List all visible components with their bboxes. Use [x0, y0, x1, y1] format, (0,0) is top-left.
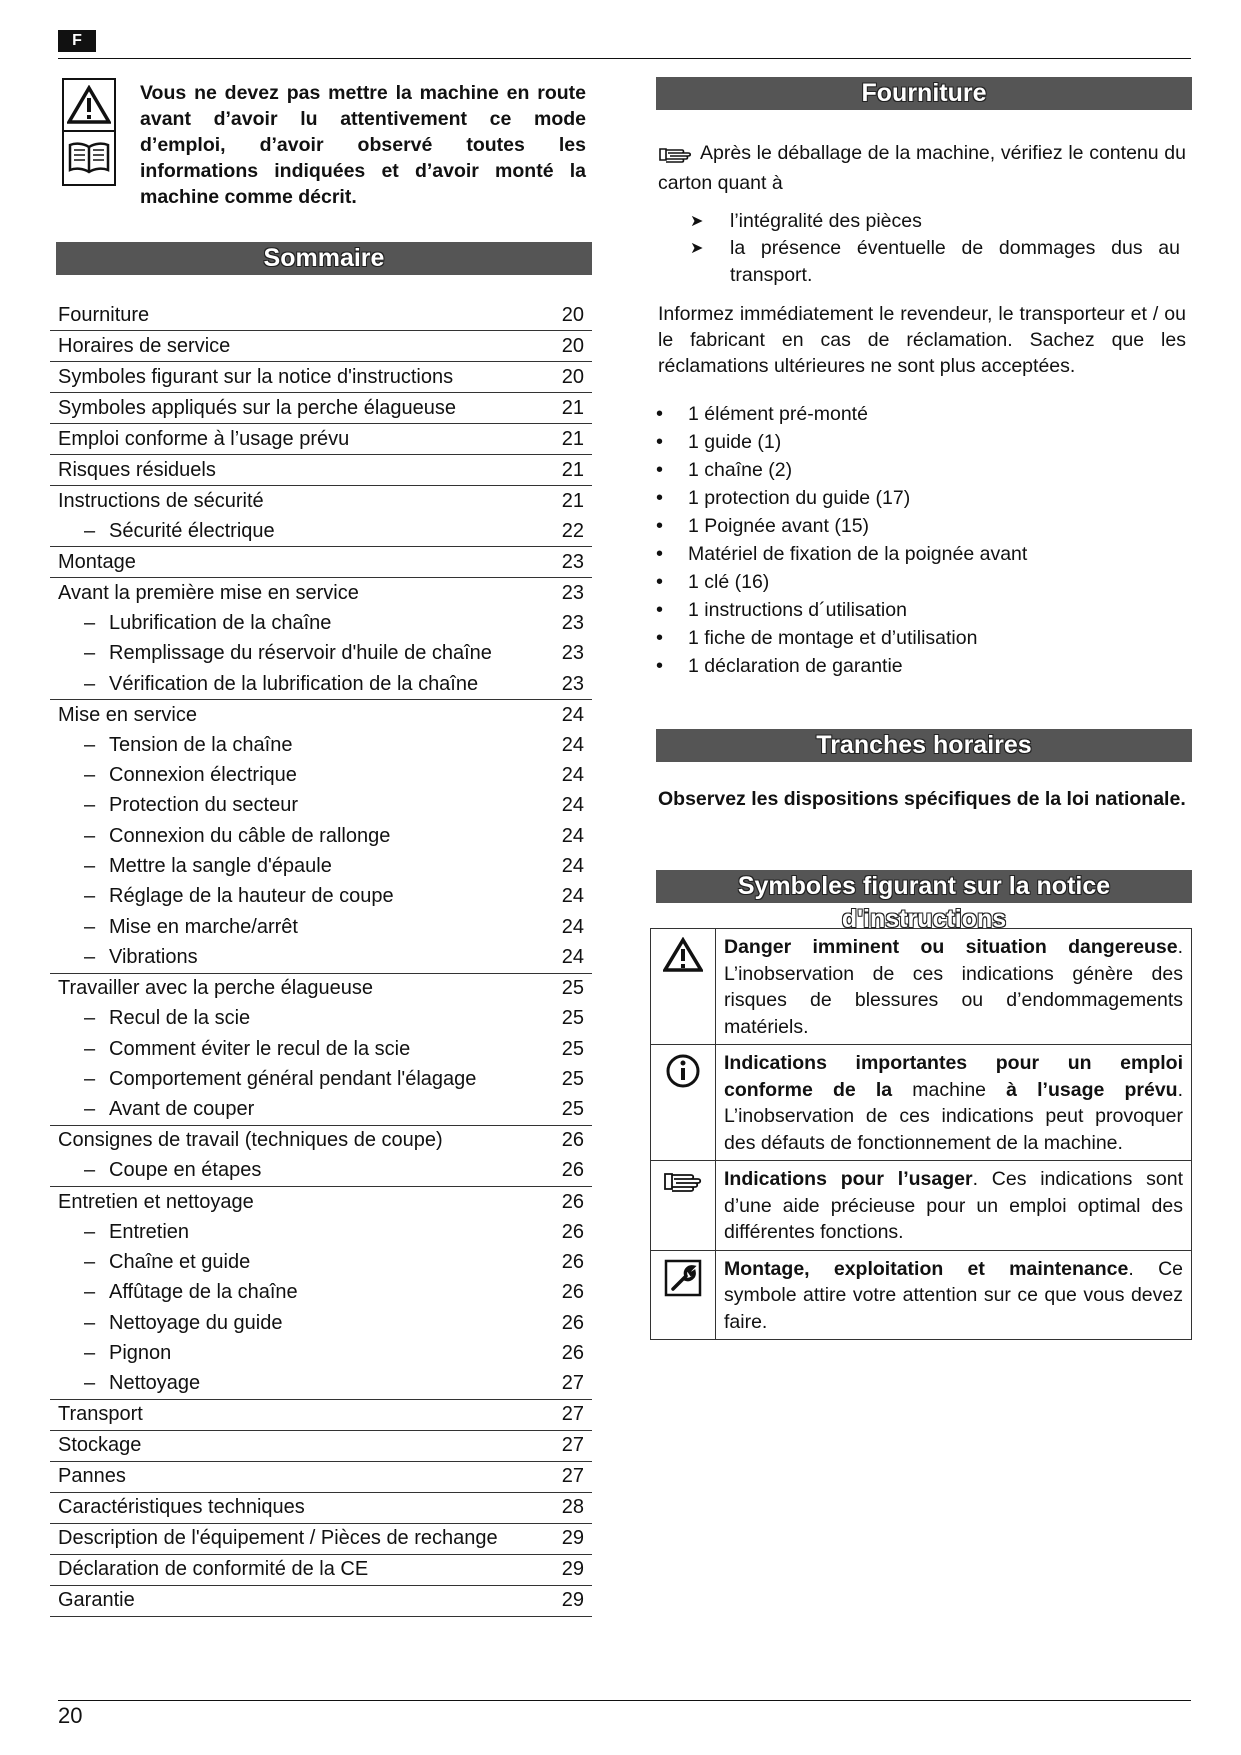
toc-entry-page: 25	[561, 1037, 584, 1060]
language-badge: F	[58, 30, 96, 52]
toc-entry-label	[58, 1496, 305, 1519]
toc-entry-text: Recul de la scie	[109, 1007, 251, 1030]
symbol-icon-cell	[651, 1161, 716, 1251]
check-item	[690, 235, 1180, 289]
toc-entry-text: Nettoyage du guide	[109, 1311, 283, 1334]
toc-group	[50, 455, 592, 486]
dash-marker: –	[84, 1341, 96, 1364]
toc-entry-page: 21	[561, 396, 584, 419]
wrench-icon	[664, 1284, 702, 1301]
toc-entry-label	[58, 764, 297, 787]
dash-marker: –	[84, 945, 96, 968]
toc-group	[50, 393, 592, 424]
toc-group	[50, 300, 592, 331]
toc-entry	[50, 1555, 592, 1585]
bullet-icon: •	[656, 487, 664, 509]
list-item-text: 1 clé (16)	[688, 571, 770, 593]
toc-entry-page: 23	[561, 581, 584, 604]
toc-entry	[50, 424, 592, 454]
toc-subentry	[50, 730, 592, 760]
warning-text: Vous ne devez pas mettre la machine en route avant d’avoir lu attentivement ce mode d’emploi, d’avoir observé toutes les informations indiquées et d’avoir monté la machine comme décrit.	[140, 82, 586, 208]
toc-entry-page: 24	[561, 855, 584, 878]
toc-entry-text: Instructions de sécurité	[58, 489, 264, 512]
toc-subentry	[50, 1278, 592, 1308]
toc-entry	[50, 578, 592, 608]
toc-entry	[50, 362, 592, 392]
toc-entry-text: Réglage de la hauteur de coupe	[109, 885, 394, 908]
toc-entry-page: 27	[561, 1434, 584, 1457]
fourniture-intro	[658, 140, 1186, 196]
toc-entry-text: Description de l'équipement / Pièces de rechange	[58, 1527, 498, 1550]
toc-entry-text: Risques résiduels	[58, 458, 216, 481]
toc-entry-text: Mettre la sangle d'épaule	[109, 855, 332, 878]
bullet-icon: •	[656, 515, 664, 537]
toc-entry	[50, 393, 592, 423]
toc-group	[50, 1462, 592, 1493]
toc-entry-text: Montage	[58, 550, 136, 573]
toc-entry	[50, 300, 592, 330]
toc-entry-label	[58, 794, 298, 817]
toc-entry-text: Vérification de la lubrification de la chaîne	[109, 672, 479, 695]
fourniture-intro-text: Après le déballage de la machine, vérifiez le contenu du carton quant à	[658, 142, 1186, 194]
toc-entry-label	[58, 642, 492, 665]
symbol-icon-cell	[651, 929, 716, 1045]
dash-marker: –	[84, 1037, 96, 1060]
toc-entry	[50, 1493, 592, 1523]
list-item	[656, 652, 1027, 680]
symbol-row	[651, 1250, 1192, 1340]
arrow-bullet-icon: ➤	[690, 240, 704, 257]
dash-marker: –	[84, 733, 96, 756]
bullet-icon: •	[656, 627, 664, 649]
toc-entry-page: 27	[561, 1403, 584, 1426]
toc-subentry	[50, 1369, 592, 1399]
toc-subentry	[50, 882, 592, 912]
toc-entry-page: 20	[561, 334, 584, 357]
toc-subentry	[50, 516, 592, 546]
toc-subentry	[50, 639, 592, 669]
toc-entry-label	[58, 673, 478, 696]
arrow-bullet-icon: ➤	[690, 213, 704, 230]
toc-group	[50, 1400, 592, 1431]
toc-entry-page: 25	[561, 977, 584, 1000]
toc-entry-label	[58, 397, 456, 420]
toc-entry-label	[58, 1129, 443, 1152]
toc-entry-text: Comment éviter le recul de la scie	[109, 1037, 411, 1060]
list-item-text: 1 Poignée avant (15)	[688, 515, 870, 537]
list-item-text: 1 guide (1)	[688, 431, 782, 453]
toc-entry-label	[58, 520, 275, 543]
toc-subentry	[50, 1064, 592, 1094]
warning-icon-stack	[62, 78, 116, 186]
toc-entry-page: 28	[561, 1496, 584, 1519]
list-item-text: 1 élément pré-monté	[688, 403, 868, 425]
toc-entry-label	[58, 612, 331, 635]
toc-entry-label	[58, 825, 390, 848]
dash-marker: –	[84, 855, 96, 878]
toc-entry-page: 24	[561, 794, 584, 817]
toc-entry-label	[58, 304, 149, 327]
toc-entry-label	[58, 855, 332, 878]
toc-entry-page: 20	[561, 365, 584, 388]
symbol-row	[651, 1161, 1192, 1251]
toc-entry-page: 23	[561, 611, 584, 634]
list-item	[656, 540, 1027, 568]
toc-entry	[50, 455, 592, 485]
toc-entry-label	[58, 1098, 254, 1121]
pointing-hand-icon	[658, 144, 692, 170]
toc-entry	[50, 1524, 592, 1554]
toc-entry-page: 29	[561, 1527, 584, 1550]
footer-rule	[58, 1700, 1191, 1701]
toc-entry-text: Lubrification de la chaîne	[109, 611, 332, 634]
toc-subentry	[50, 1094, 592, 1124]
toc-entry-label	[58, 1068, 476, 1091]
toc-entry-label	[58, 977, 373, 1000]
check-item-text: la présence éventuelle de dommages dus au transport.	[730, 237, 1180, 286]
toc-entry-page: 24	[561, 733, 584, 756]
list-item	[656, 428, 1027, 456]
symbol-text: . L’inobservation de ces indications génère des risques de blessures ou d’endommagements matériels.	[724, 936, 1183, 1038]
symbol-mid-text: machine	[892, 1078, 1007, 1101]
symbol-row	[651, 1045, 1192, 1161]
toc-entry-page: 29	[561, 1558, 584, 1581]
toc-entry-text: Garantie	[58, 1589, 135, 1612]
dash-marker: –	[84, 1220, 96, 1243]
toc-entry	[50, 1462, 592, 1492]
toc-entry-page: 23	[561, 642, 584, 665]
toc-entry-label	[58, 1403, 143, 1426]
toc-subentry	[50, 1034, 592, 1064]
check-item	[690, 208, 1180, 235]
toc-entry-text: Horaires de service	[58, 334, 231, 357]
toc-entry-text: Fourniture	[58, 303, 150, 326]
symbol-description	[716, 1045, 1192, 1161]
toc-entry-page: 20	[561, 303, 584, 326]
symbol-icon-cell	[651, 1250, 716, 1340]
toc-entry-text: Emploi conforme à l’usage prévu	[58, 427, 350, 450]
list-item	[656, 400, 1027, 428]
toc-subentry	[50, 1338, 592, 1368]
toc-entry-text: Affûtage de la chaîne	[109, 1281, 298, 1304]
symbol-row	[651, 929, 1192, 1045]
toc-entry-label	[58, 734, 292, 757]
toc-entry-label	[58, 885, 394, 908]
toc-entry-page: 21	[561, 458, 584, 481]
toc-entry-page: 24	[561, 824, 584, 847]
toc-entry-text: Symboles figurant sur la notice d'instructions	[58, 365, 454, 388]
toc-group	[50, 1493, 592, 1524]
toc-entry-text: Entretien	[109, 1220, 190, 1243]
toc-entry-text: Travailler avec la perche élagueuse	[58, 977, 373, 1000]
toc-entry-page: 24	[561, 885, 584, 908]
list-item	[656, 512, 1027, 540]
dash-marker: –	[84, 1311, 96, 1334]
list-item	[656, 568, 1027, 596]
symboles-heading: Symboles figurant sur la notice d'instructions	[656, 870, 1192, 903]
toc-entry-page: 26	[561, 1341, 584, 1364]
symbol-icon-cell	[651, 1045, 716, 1161]
symbol-description	[716, 929, 1192, 1045]
tranches-text: Observez les dispositions spécifiques de la loi nationale.	[658, 788, 1186, 810]
bullet-icon: •	[656, 655, 664, 677]
toc-entry-page: 25	[561, 1007, 584, 1030]
toc-group	[50, 547, 592, 578]
toc-entry-label	[58, 946, 198, 969]
toc-entry-page: 22	[561, 519, 584, 542]
toc-subentry	[50, 791, 592, 821]
toc-subentry	[50, 1308, 592, 1338]
toc-entry-page: 26	[561, 1220, 584, 1243]
toc-entry-text: Stockage	[58, 1434, 142, 1457]
toc-entry-label	[58, 1558, 368, 1581]
toc-entry-label	[58, 335, 230, 358]
symbol-text: . Ces indications sont d’une aide précieuse pour un emploi optimal des différentes fonctions.	[724, 1168, 1183, 1243]
toc-entry-text: Mise en marche/arrêt	[109, 915, 298, 938]
toc-entry-page: 21	[561, 489, 584, 512]
toc-entry-text: Sécurité électrique	[109, 519, 275, 542]
dash-marker: –	[84, 519, 96, 542]
toc-subentry	[50, 942, 592, 972]
bullet-icon: •	[656, 543, 664, 565]
toc-subentry	[50, 608, 592, 638]
toc-entry-page: 24	[561, 703, 584, 726]
list-item-text: 1 instructions d´utilisation	[688, 599, 907, 621]
toc-entry-text: Pannes	[58, 1465, 126, 1488]
toc-entry-label	[58, 1465, 126, 1488]
toc-entry-label	[58, 1434, 141, 1457]
dash-marker: –	[84, 824, 96, 847]
dash-marker: –	[84, 1372, 96, 1395]
toc-entry-label	[58, 459, 216, 482]
toc-entry-text: Symboles appliqués sur la perche élagueuse	[58, 396, 457, 419]
toc-entry-text: Nettoyage	[109, 1372, 201, 1395]
symbol-text: . L’inobservation de ces indications peut provoquer des défauts de fonctionnement de la machine.	[724, 1078, 1184, 1154]
toc-entry-text: Vibrations	[109, 945, 198, 968]
toc-group	[50, 974, 592, 1126]
dash-marker: –	[84, 1159, 96, 1182]
toc-entry-text: Entretien et nettoyage	[58, 1190, 254, 1213]
toc-entry-label	[58, 1342, 171, 1365]
pointing-hand-icon	[663, 1180, 703, 1197]
symbol-title: Danger imminent ou situation dangereuse	[724, 936, 1178, 958]
list-item	[656, 596, 1027, 624]
toc-entry-page: 21	[561, 427, 584, 450]
dash-marker: –	[84, 672, 96, 695]
toc-subentry	[50, 669, 592, 699]
toc-entry-page: 26	[561, 1129, 584, 1152]
symbol-description	[716, 1161, 1192, 1251]
toc-subentry	[50, 821, 592, 851]
dash-marker: –	[84, 1098, 96, 1121]
table-of-contents	[50, 300, 592, 1617]
symbol-title: Indications pour l’usager	[724, 1168, 973, 1190]
toc-entry-label	[58, 366, 453, 389]
warning-triangle-icon	[62, 78, 116, 132]
toc-entry-page: 26	[561, 1311, 584, 1334]
toc-entry	[50, 1187, 592, 1217]
toc-entry-text: Mise en service	[58, 703, 197, 726]
toc-group	[50, 1126, 592, 1187]
list-item	[656, 624, 1027, 652]
toc-group	[50, 1586, 592, 1617]
toc-entry-page: 26	[561, 1190, 584, 1213]
header-rule	[58, 58, 1191, 59]
symbol-text: . Ce symbole attire votre attention sur ce que vous devez faire.	[724, 1257, 1183, 1333]
list-item-text: Matériel de fixation de la poignée avant	[688, 543, 1028, 565]
toc-entry-label	[58, 1251, 250, 1274]
toc-group	[50, 1187, 592, 1400]
toc-entry-text: Avant la première mise en service	[58, 581, 359, 604]
sommaire-heading: Sommaire	[56, 242, 592, 275]
toc-entry-label	[58, 1007, 250, 1030]
dash-marker: –	[84, 764, 96, 787]
toc-entry-text: Comportement général pendant l'élagage	[109, 1067, 477, 1090]
toc-group	[50, 424, 592, 455]
bullet-icon: •	[656, 459, 664, 481]
toc-entry-page: 29	[561, 1589, 584, 1612]
info-circle-icon	[665, 1076, 701, 1093]
toc-group	[50, 486, 592, 547]
toc-entry-text: Déclaration de conformité de la CE	[58, 1558, 369, 1581]
symbol-title: Indications importantes pour un emploi conforme de la	[724, 1052, 1183, 1101]
toc-entry-page: 24	[561, 945, 584, 968]
toc-entry-text: Pignon	[109, 1341, 172, 1364]
toc-group	[50, 578, 592, 700]
toc-entry-page: 25	[561, 1067, 584, 1090]
toc-entry-label	[58, 582, 359, 605]
list-item	[656, 456, 1027, 484]
tranches-heading: Tranches horaires	[656, 729, 1192, 762]
fourniture-notice: Informez immédiatement le revendeur, le transporteur et / ou le fabricant en cas de réclamation. Sachez que les réclamations ultérieures ne sont plus acceptées.	[658, 303, 1186, 377]
dash-marker: –	[84, 915, 96, 938]
open-book-icon	[62, 132, 116, 186]
toc-entry-label	[58, 1191, 254, 1214]
dash-marker: –	[84, 642, 96, 665]
toc-subentry	[50, 1217, 592, 1247]
dash-marker: –	[84, 885, 96, 908]
list-item-text: 1 déclaration de garantie	[688, 655, 903, 677]
toc-entry-page: 23	[561, 550, 584, 573]
toc-entry-label	[58, 1372, 200, 1395]
check-item-text: l’intégralité des pièces	[730, 210, 922, 232]
toc-entry	[50, 1126, 592, 1156]
toc-entry-page: 27	[561, 1465, 584, 1488]
fourniture-items	[656, 400, 1027, 680]
toc-entry-text: Avant de couper	[109, 1098, 255, 1121]
toc-entry-label	[58, 428, 349, 451]
toc-entry-text: Consignes de travail (techniques de coupe)	[58, 1129, 443, 1152]
toc-entry-label	[58, 490, 264, 513]
dash-marker: –	[84, 1067, 96, 1090]
toc-entry-text: Protection du secteur	[109, 794, 298, 817]
bullet-icon: •	[656, 431, 664, 453]
list-item-text: 1 chaîne (2)	[688, 459, 793, 481]
dash-marker: –	[84, 611, 96, 634]
toc-subentry	[50, 1156, 592, 1186]
symbols-table	[650, 928, 1192, 1340]
dash-marker: –	[84, 1281, 96, 1304]
bullet-icon: •	[656, 571, 664, 593]
toc-group	[50, 700, 592, 973]
toc-entry-label	[58, 1281, 298, 1304]
toc-entry-text: Chaîne et guide	[109, 1250, 251, 1273]
toc-group	[50, 1524, 592, 1555]
toc-entry	[50, 974, 592, 1004]
toc-entry-label	[58, 1312, 282, 1335]
dash-marker: –	[84, 1007, 96, 1030]
bullet-icon: •	[656, 599, 664, 621]
toc-entry-label	[58, 1038, 410, 1061]
toc-entry-label	[58, 551, 136, 574]
toc-entry-page: 23	[561, 672, 584, 695]
toc-entry-page: 26	[561, 1159, 584, 1182]
toc-entry-page: 25	[561, 1098, 584, 1121]
toc-entry-text: Connexion du câble de rallonge	[109, 824, 391, 847]
fourniture-heading: Fourniture	[656, 77, 1192, 110]
toc-entry-page: 27	[561, 1372, 584, 1395]
page-number: 20	[58, 1703, 83, 1728]
toc-entry-text: Transport	[58, 1403, 143, 1426]
symbol-title: Montage, exploitation et maintenance	[724, 1257, 1129, 1280]
toc-entry-label	[58, 704, 197, 727]
toc-entry	[50, 700, 592, 730]
toc-entry-text: Connexion électrique	[109, 764, 297, 787]
toc-entry	[50, 1431, 592, 1461]
list-item	[656, 484, 1027, 512]
list-item-text: 1 protection du guide (17)	[688, 487, 911, 509]
toc-subentry	[50, 1004, 592, 1034]
toc-entry-page: 24	[561, 915, 584, 938]
toc-entry	[50, 547, 592, 577]
toc-group	[50, 1431, 592, 1462]
toc-entry-label	[58, 1221, 189, 1244]
dash-marker: –	[84, 1250, 96, 1273]
toc-subentry	[50, 851, 592, 881]
toc-entry-page: 26	[561, 1250, 584, 1273]
toc-entry-label	[58, 1527, 498, 1550]
toc-group	[50, 362, 592, 393]
dash-marker: –	[84, 794, 96, 817]
toc-group	[50, 1555, 592, 1586]
toc-entry-label	[58, 1159, 261, 1182]
toc-entry	[50, 1400, 592, 1430]
symbol-description	[716, 1250, 1192, 1340]
list-item-text: 1 fiche de montage et d’utilisation	[688, 627, 978, 649]
toc-entry	[50, 331, 592, 361]
toc-entry-page: 26	[561, 1281, 584, 1304]
symbol-title-2: à l’usage prévu	[1006, 1078, 1178, 1101]
toc-entry-page: 24	[561, 764, 584, 787]
toc-entry-label	[58, 916, 298, 939]
toc-entry-text: Tension de la chaîne	[109, 733, 293, 756]
fourniture-checks	[690, 208, 1180, 289]
toc-entry-text: Coupe en étapes	[109, 1159, 262, 1182]
toc-entry-label	[58, 1589, 135, 1612]
toc-entry-text: Caractéristiques techniques	[58, 1496, 305, 1519]
toc-entry-text: Remplissage du réservoir d'huile de chaîne	[109, 642, 492, 665]
danger-triangle-icon	[663, 960, 703, 977]
bullet-icon: •	[656, 403, 664, 425]
toc-group	[50, 331, 592, 362]
toc-entry	[50, 1586, 592, 1616]
toc-entry	[50, 486, 592, 516]
toc-subentry	[50, 912, 592, 942]
toc-subentry	[50, 760, 592, 790]
toc-subentry	[50, 1247, 592, 1277]
